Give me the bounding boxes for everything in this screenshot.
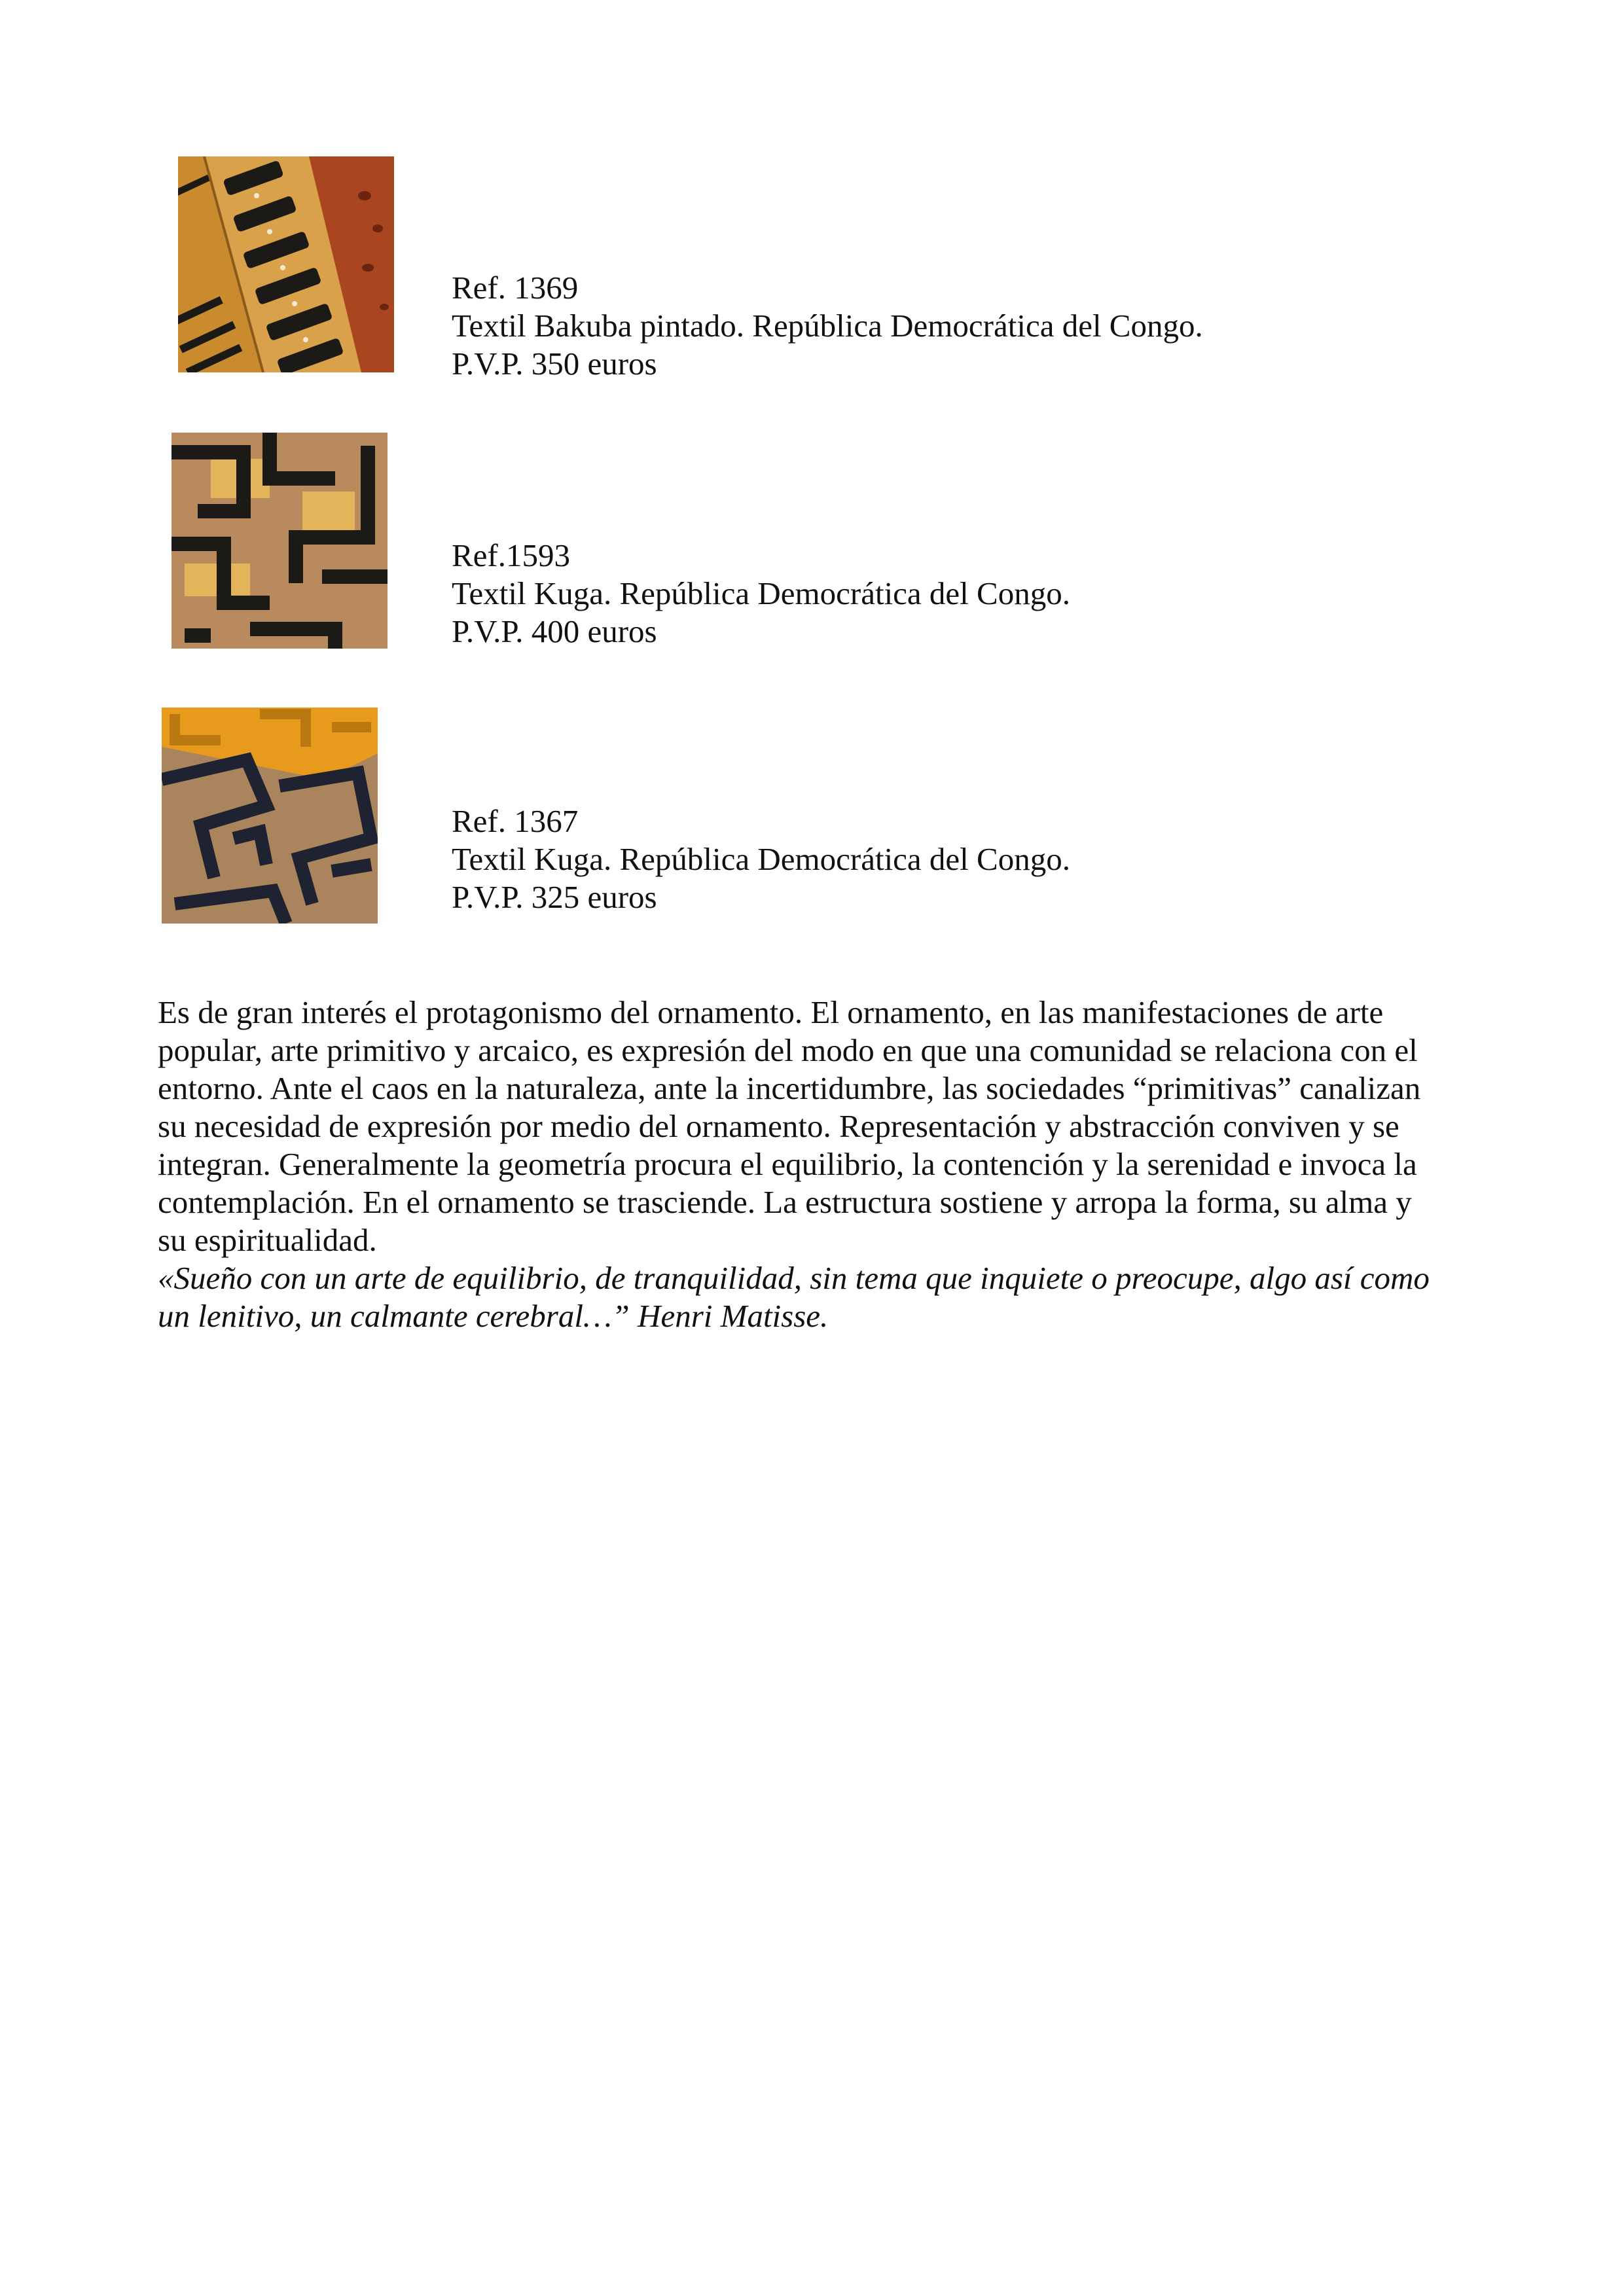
kuba-textile-photo-icon: [171, 433, 388, 649]
item-3-price: P.V.P. 325 euros: [452, 879, 657, 915]
essay-line: su espiritualidad.: [158, 1222, 377, 1258]
item-1-price: P.V.P. 350 euros: [452, 346, 657, 382]
item-1-text: [452, 269, 1203, 383]
item-1-ref: Ref. 1369: [452, 270, 579, 306]
essay-line: contemplación. En el ornamento se trasciende. La estructura sostiene y arropa la forma, su alma y: [158, 1184, 1412, 1220]
item-3-ref: Ref. 1367: [452, 803, 579, 839]
kuba-textile-photo-icon: [162, 708, 378, 924]
item-2-description: Textil Kuga. República Democrática del Congo.: [452, 575, 1070, 611]
item-1-description: Textil Bakuba pintado. República Democrática del Congo.: [452, 308, 1203, 344]
matisse-quote-line: «Sueño con un arte de equilibrio, de tranquilidad, sin tema que inquiete o preocupe, algo así como: [158, 1260, 1430, 1296]
item-2-text: [452, 537, 1070, 651]
essay-line: integran. Generalmente la geometría procura el equilibrio, la contención y la serenidad e invoca la: [158, 1146, 1417, 1182]
item-2-ref: Ref.1593: [452, 537, 570, 573]
item-1-image: [178, 156, 394, 372]
essay-line: popular, arte primitivo y arcaico, es expresión del modo en que una comunidad se relaciona con el: [158, 1032, 1418, 1068]
item-2-price: P.V.P. 400 euros: [452, 613, 657, 649]
matisse-quote-line: un lenitivo, un calmante cerebral…” Henri Matisse.: [158, 1298, 829, 1334]
item-3-image: [162, 708, 378, 924]
item-2-image: [171, 433, 388, 649]
bakuba-textile-photo-icon: [178, 156, 394, 372]
essay-line: Es de gran interés el protagonismo del ornamento. El ornamento, en las manifestaciones de arte: [158, 994, 1384, 1030]
essay-line: su necesidad de expresión por medio del ornamento. Representación y abstracción conviven y se: [158, 1108, 1399, 1144]
item-3-text: [452, 802, 1070, 916]
essay-paragraph: [158, 994, 1473, 1335]
item-3-description: Textil Kuga. República Democrática del Congo.: [452, 841, 1070, 877]
essay-line: entorno. Ante el caos en la naturaleza, ante la incertidumbre, las sociedades “primitivas” canalizan: [158, 1070, 1421, 1106]
